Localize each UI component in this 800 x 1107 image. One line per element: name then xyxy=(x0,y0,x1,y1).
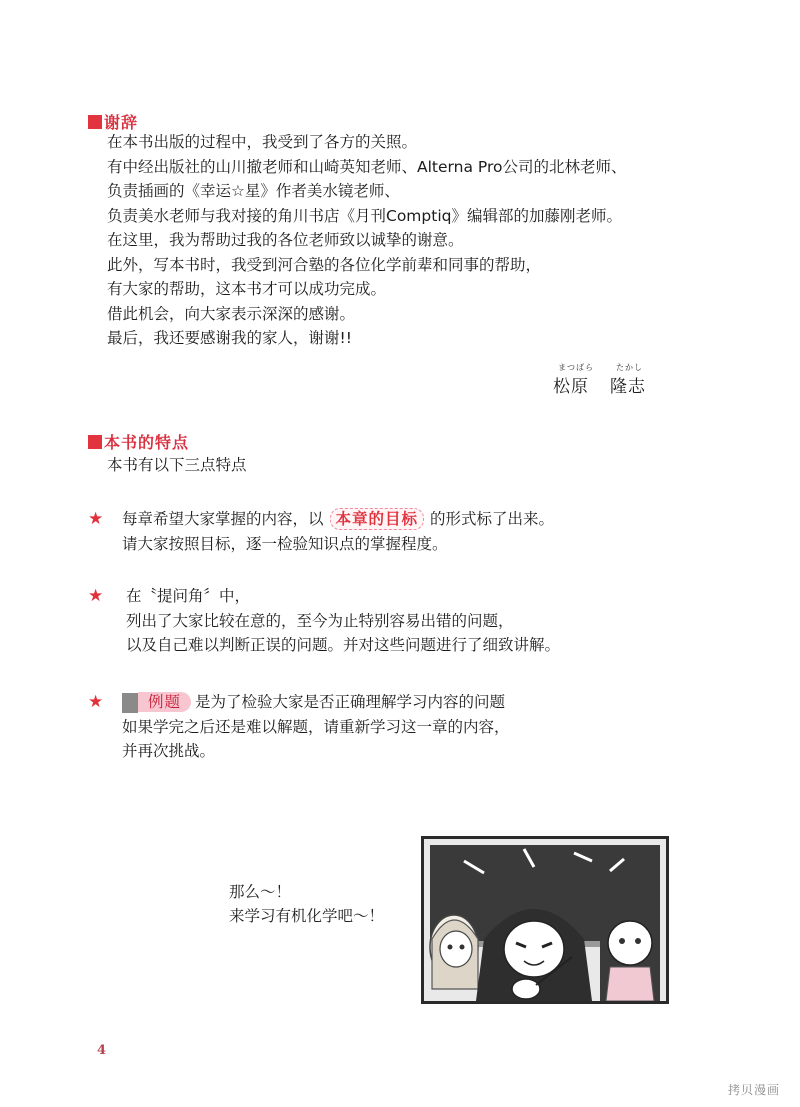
features-intro: 本书有以下三点特点 xyxy=(107,456,247,474)
comic-characters-drawing xyxy=(424,839,666,1001)
speech-line-2: 来学习有机化学吧〜！ xyxy=(229,907,385,925)
watermark: 拷贝漫画 xyxy=(728,1083,781,1097)
example-badge: 例题 xyxy=(138,692,191,712)
speech-line-1: 那么〜！ xyxy=(229,883,292,901)
chapter-goal-badge: 本章的目标 xyxy=(330,508,425,530)
feature3-text-after: 是为了检验大家是否正确理解学习内容的问题 xyxy=(195,693,506,711)
example-badge-block xyxy=(122,693,138,713)
speech-text xyxy=(229,880,384,928)
comic-illustration xyxy=(421,836,669,1004)
feature3-line3: 并再次挑战。 xyxy=(122,742,216,760)
ack-line: 借此机会，向大家表示深深的感谢。 xyxy=(107,304,356,323)
ack-line: 有中经出版社的山川撤老师和山崎英知老师、Alterna Pro公司的北林老师、 xyxy=(107,157,627,176)
feature2-line: 列出了大家比较在意的，至今为止特别容易出错的问题， xyxy=(126,611,514,630)
page-number: 4 xyxy=(97,1043,107,1058)
ack-line: 在这里，我为帮助过我的各位老师致以诚挚的谢意。 xyxy=(107,231,464,249)
ack-line: 在本书出版的过程中，我受到了各方的关照。 xyxy=(107,133,418,151)
author-surname: 松原 xyxy=(553,377,589,397)
ack-line: 有大家的帮助，这本书才可以成功完成。 xyxy=(107,280,387,298)
ack-line: 负责插画的《幸运☆星》作者美水镜老师、 xyxy=(107,182,400,200)
feature3-line2: 如果学完之后还是难以解题，请重新学习这一章的内容， xyxy=(122,717,510,736)
acknowledgements-body xyxy=(107,130,626,351)
ack-line: 负责美水老师与我对接的角川书店《月刊Comptiq》编辑部的加藤刚老师。 xyxy=(107,206,622,225)
author-surname-ruby: まつばら xyxy=(558,363,594,372)
feature1-line2: 请大家按照目标，逐一检验知识点的掌握程度。 xyxy=(122,534,448,553)
feature2-line: 在〝提问角〞中， xyxy=(126,587,251,605)
acknowledgements-title: 谢辞 xyxy=(104,113,139,132)
star-icon: ★ xyxy=(88,692,104,712)
ack-line: 此外，写本书时，我受到河合塾的各位化学前辈和同事的帮助， xyxy=(107,255,542,274)
ack-line: 最后，我还要感谢我的家人，谢谢!! xyxy=(107,329,352,347)
heading-square-icon xyxy=(88,435,102,449)
feature1-text-before: 每章希望大家掌握的内容，以 xyxy=(122,510,324,528)
star-icon: ★ xyxy=(88,509,104,529)
heading-square-icon xyxy=(88,115,102,129)
features-heading xyxy=(88,430,189,453)
feature1-text-after: 的形式标了出来。 xyxy=(430,510,555,528)
features-title: 本书的特点 xyxy=(104,433,190,452)
feature2-line: 以及自己难以判断正误的问题。并对这些问题进行了细致讲解。 xyxy=(126,636,561,654)
author-given-ruby: たかし xyxy=(616,363,643,372)
star-icon: ★ xyxy=(88,586,104,606)
author-given-name: 隆志 xyxy=(610,377,646,397)
author-signature xyxy=(553,362,653,396)
